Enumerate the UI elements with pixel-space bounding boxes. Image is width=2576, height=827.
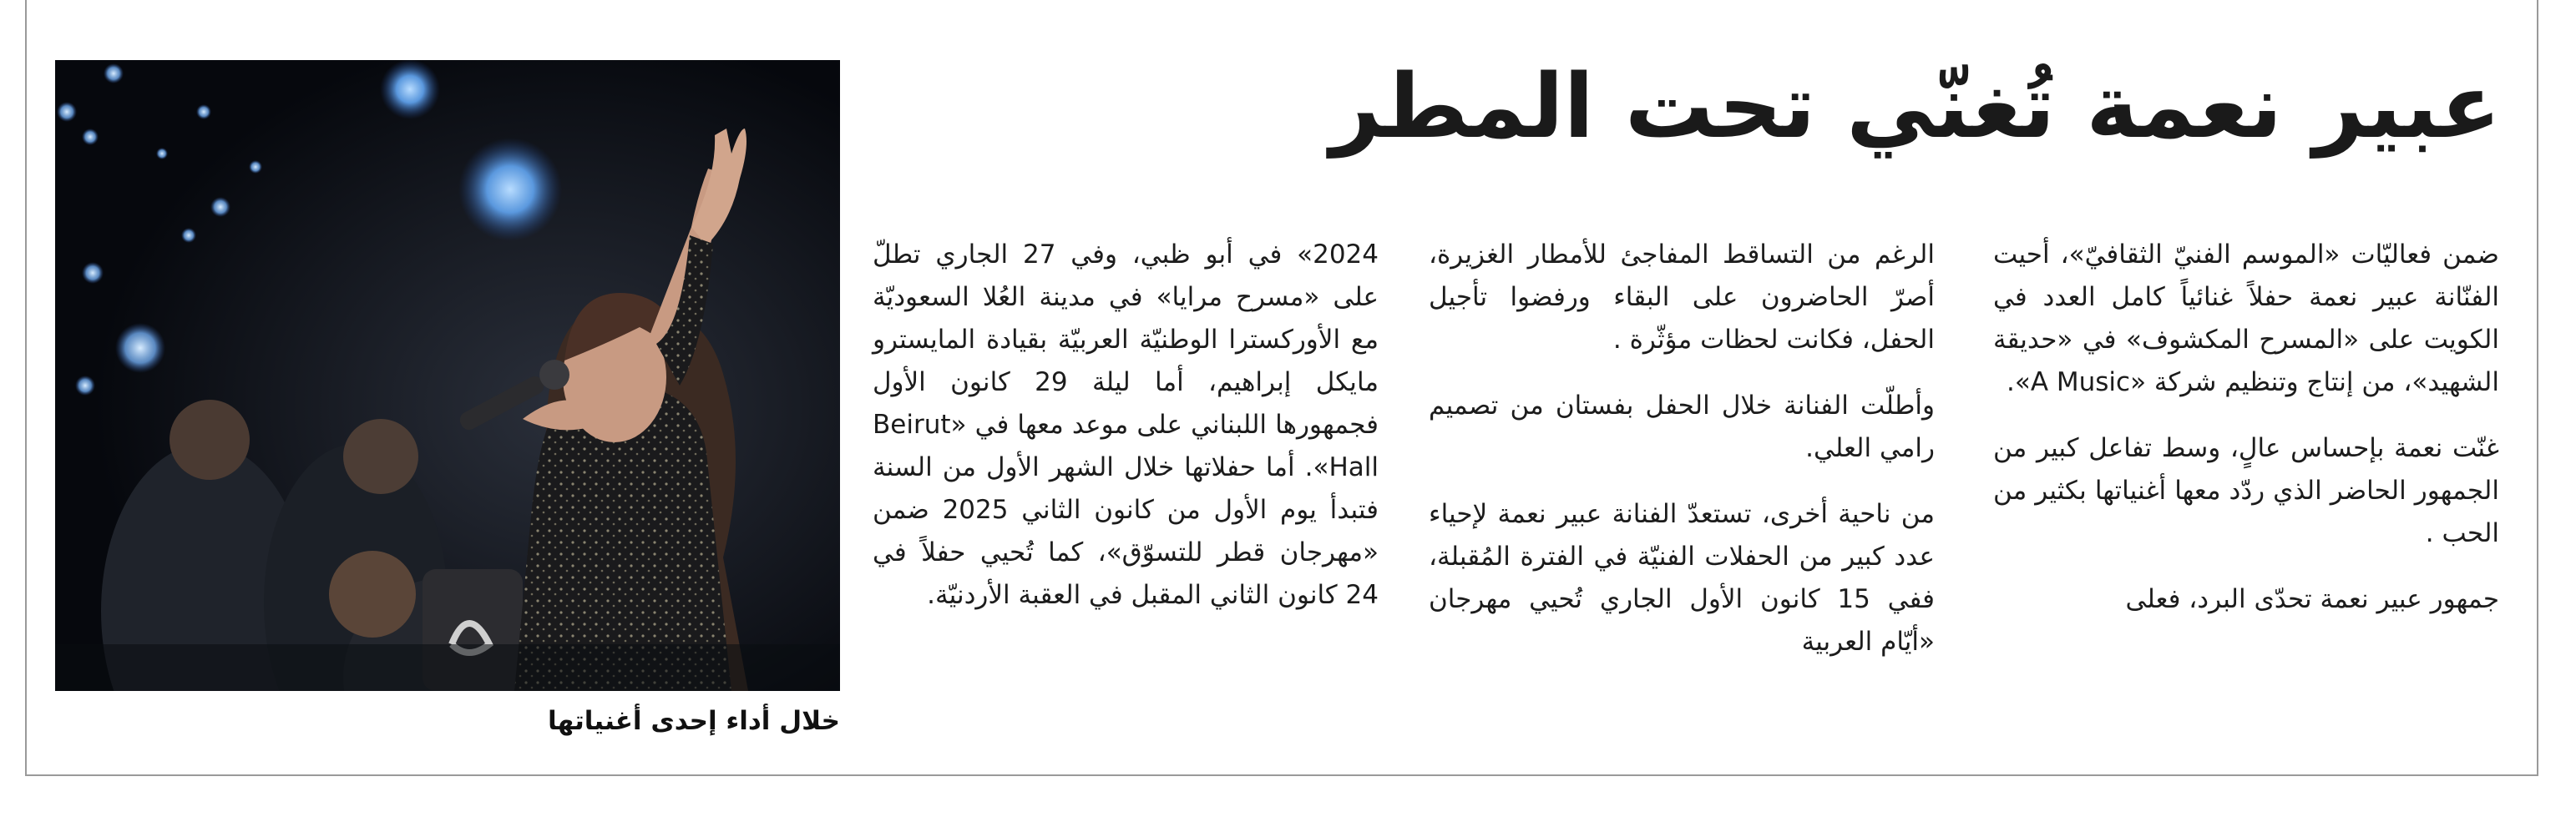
concert-photo-illustration [55,60,840,691]
text-column-2 [1429,234,1935,687]
paragraph: وأطلّت الفنانة خلال الحفل بفستان من تصميم رامي العلي. [1429,391,1935,463]
text-column-3 [873,234,1379,640]
paragraph: 2024» في أبو ظبي، وفي 27 الجاري تطلّ على «مسرح مرايا» في مدينة العُلا السعوديّة مع الأوركسترا الوطنيّة العربيّة بقيادة المايسترو مايكل إبراهيم، أما ليلة 29 كانون الأول فجمهورها اللبناني على موعد معها في «Beirut Hall». أما حفلاتها خلال الشهر الأول من السنة فتبدأ يوم الأول من كانون الثاني 2025 ضمن «مهرجان قطر للتسوّق»، كما تُحيي حفلاً في 24 كانون الثاني المقبل في العقبة الأردنيّة. [873,240,1379,610]
paragraph: من ناحية أخرى، تستعدّ الفنانة عبير نعمة لإحياء عدد كبير من الحفلات الفنيّة في الفترة المُقبلة، ففي 15 كانون الأول الجاري تُحيي مهرجان «أيّام العربية [1429,499,1935,657]
text-column-1 [1993,234,2499,644]
paragraph: جمهور عبير نعمة تحدّى البرد، فعلى [2125,584,2499,614]
paragraph: الرغم من التساقط المفاجئ للأمطار الغزيرة، أصرّ الحاضرون على البقاء ورفضوا تأجيل الحفل، فكانت لحظات مؤثّرة . [1429,240,1935,355]
headline: عبير نعمة تُغنّي تحت المطر [1329,55,2501,158]
concert-photo [55,60,840,691]
paragraph: ضمن فعاليّات «الموسم الفنيّ الثقافيّ»، أحيت الفنّانة عبير نعمة حفلاً غنائياً كامل العدد في الكويت على «المسرح المكشوف» في «حديقة الشهيد»، من إنتاج وتنظيم شركة «A Music». [1993,240,2499,397]
photo-caption: خلال أداء إحدى أغنياتها [548,706,840,736]
paragraph: غنّت نعمة بإحساس عالٍ، وسط تفاعل كبير من الجمهور الحاضر الذي ردّد معها أغنياتها بكثير من الحب . [1993,433,2499,548]
